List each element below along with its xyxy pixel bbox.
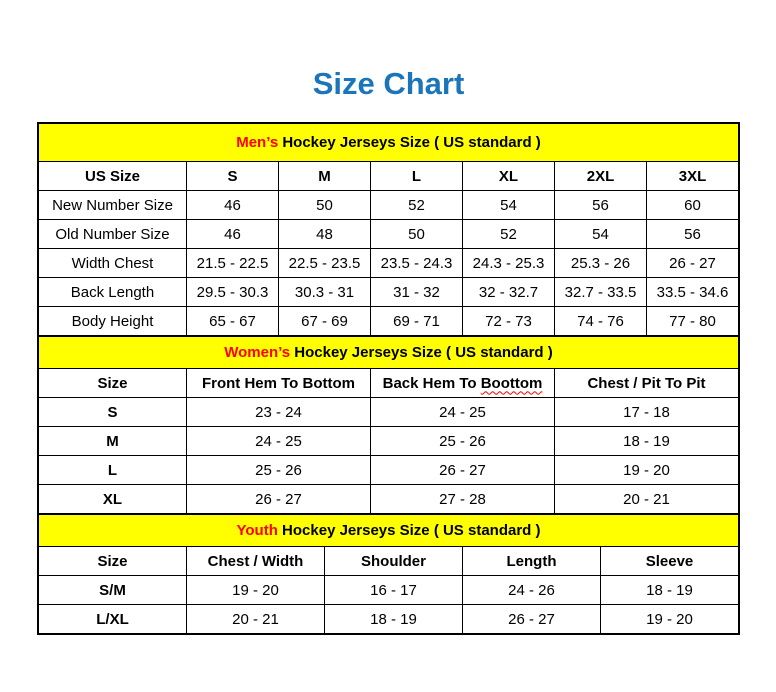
size-value-cell: 46 [187,220,279,249]
column-header: M [279,162,371,191]
size-value-cell: 23 - 24 [187,398,371,427]
row-label: L/XL [39,605,187,634]
section-title-rest: Hockey Jerseys Size ( US standard ) [277,522,541,539]
size-value-cell: 20 - 21 [187,605,325,634]
table-row [39,427,739,456]
size-value-cell: 21.5 - 22.5 [187,249,279,278]
column-header: Front Hem To Bottom [187,369,371,398]
section-title-rest: Hockey Jerseys Size ( US standard ) [290,344,553,361]
size-value-cell: 17 - 18 [555,398,739,427]
column-header: Shoulder [325,547,463,576]
row-label: Old Number Size [39,220,187,249]
size-value-cell: 18 - 19 [601,576,739,605]
size-value-cell: 26 - 27 [647,249,739,278]
size-value-cell: 56 [555,191,647,220]
table-row [39,576,739,605]
table-row [39,220,739,249]
section-accent-word: Youth [236,522,278,539]
row-label: New Number Size [39,191,187,220]
size-value-cell: 50 [279,191,371,220]
size-value-cell: 27 - 28 [371,485,555,514]
table-row [39,485,739,514]
size-value-cell: 16 - 17 [325,576,463,605]
row-label: M [39,427,187,456]
size-value-cell: 23.5 - 24.3 [371,249,463,278]
size-value-cell: 48 [279,220,371,249]
size-value-cell: 54 [463,191,555,220]
size-value-cell: 19 - 20 [601,605,739,634]
row-label: S/M [39,576,187,605]
column-header: Chest / Pit To Pit [555,369,739,398]
section-title-band [39,515,739,547]
column-header: Chest / Width [187,547,325,576]
size-value-cell: 24 - 25 [187,427,371,456]
size-value-cell: 20 - 21 [555,485,739,514]
size-value-cell: 18 - 19 [555,427,739,456]
size-value-cell: 29.5 - 30.3 [187,278,279,307]
row-label: XL [39,485,187,514]
section-title-band [39,124,739,162]
size-value-cell: 32.7 - 33.5 [555,278,647,307]
column-header [371,369,555,398]
size-value-cell: 24 - 26 [463,576,601,605]
size-value-cell: 26 - 27 [187,485,371,514]
size-value-cell: 72 - 73 [463,307,555,336]
size-value-cell: 31 - 32 [371,278,463,307]
column-header-text: Back Hem To [382,374,481,392]
size-value-cell: 19 - 20 [187,576,325,605]
mens-size-table [38,123,739,336]
row-label: Width Chest [39,249,187,278]
misspelled-word: Boottom [480,374,543,392]
table-row [39,605,739,634]
table-row [39,249,739,278]
size-value-cell: 33.5 - 34.6 [647,278,739,307]
size-value-cell: 25.3 - 26 [555,249,647,278]
size-value-cell: 19 - 20 [555,456,739,485]
womens-size-table [38,336,739,514]
column-header: XL [463,162,555,191]
size-value-cell: 18 - 19 [325,605,463,634]
size-value-cell: 26 - 27 [463,605,601,634]
size-value-cell: 52 [371,191,463,220]
size-value-cell: 32 - 32.7 [463,278,555,307]
size-value-cell: 56 [647,220,739,249]
size-value-cell: 25 - 26 [371,427,555,456]
column-header: Size [39,369,187,398]
size-value-cell: 26 - 27 [371,456,555,485]
column-header: Size [39,547,187,576]
size-value-cell: 54 [555,220,647,249]
size-value-cell: 60 [647,191,739,220]
size-value-cell: 77 - 80 [647,307,739,336]
size-value-cell: 30.3 - 31 [279,278,371,307]
size-value-cell: 74 - 76 [555,307,647,336]
column-header: Length [463,547,601,576]
size-value-cell: 25 - 26 [187,456,371,485]
row-label: Body Height [39,307,187,336]
table-row [39,398,739,427]
column-header: US Size [39,162,187,191]
youth-size-table [38,514,739,634]
size-value-cell: 52 [463,220,555,249]
size-value-cell: 24.3 - 25.3 [463,249,555,278]
size-value-cell: 65 - 67 [187,307,279,336]
table-row [39,456,739,485]
column-header: 2XL [555,162,647,191]
table-row [39,191,739,220]
row-label: Back Length [39,278,187,307]
column-header: 3XL [647,162,739,191]
table-row [39,307,739,336]
size-value-cell: 67 - 69 [279,307,371,336]
size-value-cell: 50 [371,220,463,249]
section-title-rest: Hockey Jerseys Size ( US standard ) [278,134,541,151]
size-value-cell: 22.5 - 23.5 [279,249,371,278]
section-accent-word: Women’s [224,344,291,361]
size-tables-outline [37,122,740,635]
size-value-cell: 46 [187,191,279,220]
section-accent-word: Men’s [236,134,279,151]
section-title-band [39,337,739,369]
row-label: S [39,398,187,427]
page-title: Size Chart [312,66,465,101]
row-label: L [39,456,187,485]
size-value-cell: 69 - 71 [371,307,463,336]
column-header: L [371,162,463,191]
table-row [39,278,739,307]
size-value-cell: 24 - 25 [371,398,555,427]
column-header: S [187,162,279,191]
column-header: Sleeve [601,547,739,576]
